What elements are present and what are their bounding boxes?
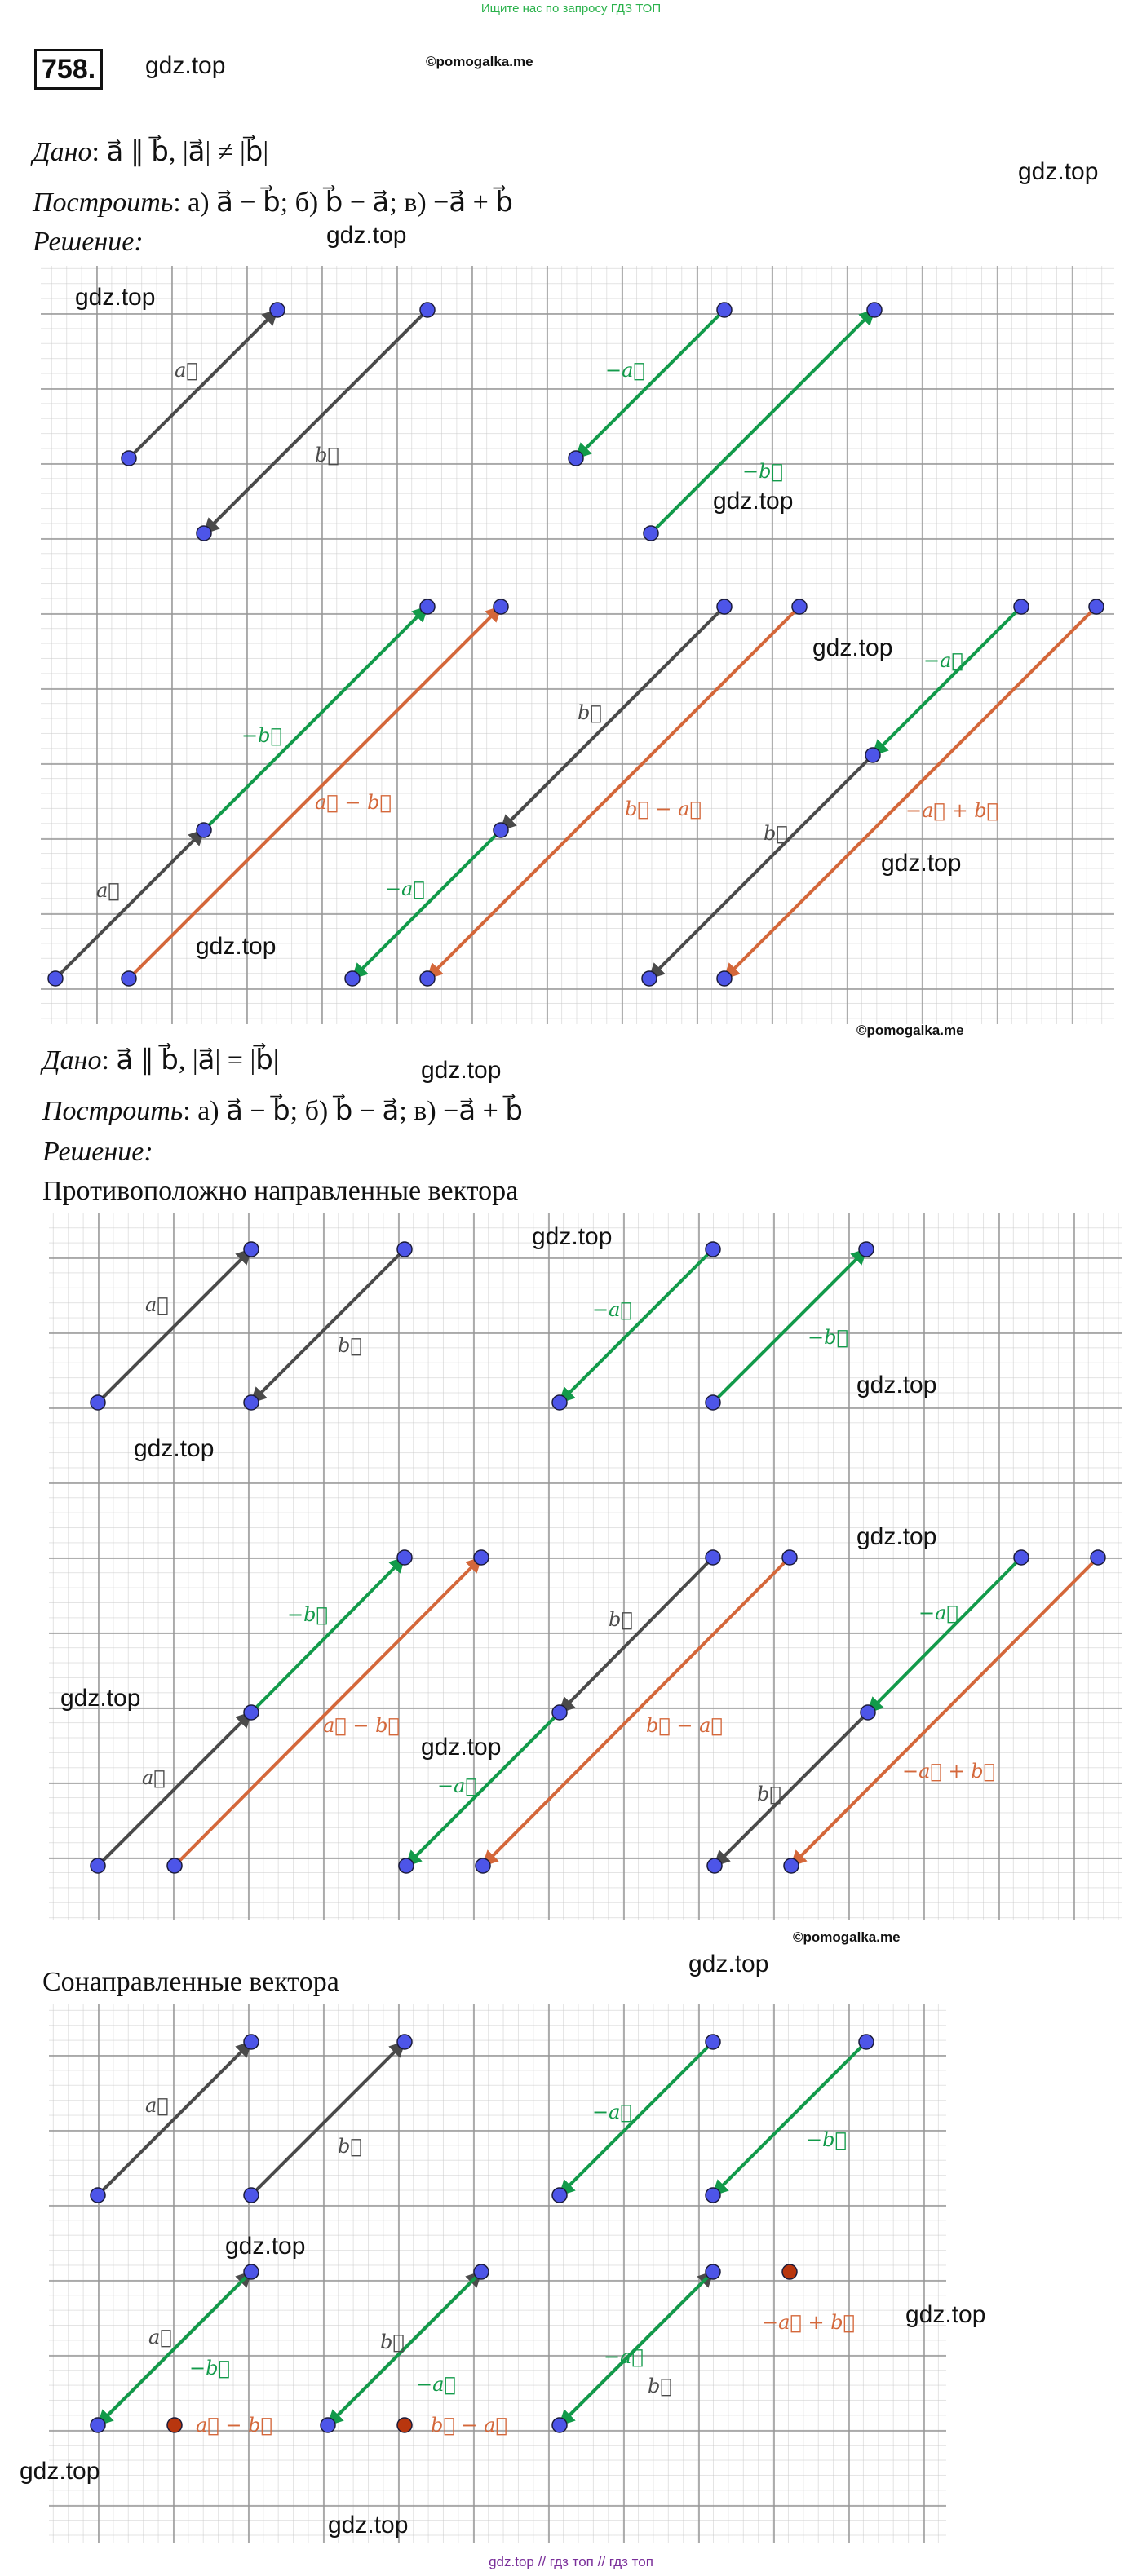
vector-b	[251, 1249, 405, 1403]
vector-label: −b⃗	[241, 724, 282, 747]
copyright-mark: ©pomogalka.me	[856, 1023, 964, 1038]
vector-point	[717, 303, 732, 317]
vector-point	[861, 1705, 875, 1720]
watermark: gdz.top	[532, 1223, 613, 1250]
vector-label: b⃗	[338, 2135, 362, 2158]
vector-label: −a⃗	[918, 1602, 958, 1624]
solution-label-2: Решение:	[42, 1137, 153, 1167]
vector-b	[501, 607, 724, 830]
vector-label: −b⃗	[808, 1326, 848, 1349]
vector-label: −a⃗	[923, 649, 963, 672]
codirected-title: Сонаправленные вектора	[42, 1967, 339, 1997]
vector-a-minus-b	[175, 1558, 481, 1866]
vector-label: b⃗	[578, 701, 602, 724]
vector-point	[867, 303, 882, 317]
watermark: gdz.top	[812, 634, 893, 661]
vector-point	[122, 971, 136, 986]
vector-point	[167, 1858, 182, 1873]
vector-neg-a	[352, 830, 501, 979]
exercise-number: 758.	[34, 49, 103, 90]
vector-point	[197, 526, 211, 541]
vector-point	[782, 1550, 797, 1565]
vector-label: a⃗	[145, 2094, 169, 2117]
vector-point	[397, 1550, 412, 1565]
given-label: Дано	[42, 1045, 102, 1076]
vector-point	[706, 1242, 720, 1257]
vector-label: a⃗	[96, 879, 120, 902]
vector-neg-b	[713, 2042, 866, 2195]
vector-point	[706, 1550, 720, 1565]
vector-point	[420, 599, 435, 614]
vector-label: −b⃗	[189, 2357, 230, 2379]
vector-point	[48, 971, 63, 986]
vector-point	[642, 971, 657, 986]
vector-point	[792, 599, 807, 614]
vector-label: −a⃗ + b⃗	[762, 2311, 855, 2334]
vector-point	[474, 1550, 489, 1565]
vector-label: b⃗	[757, 1783, 781, 1805]
watermark: gdz.top	[881, 850, 962, 877]
watermark: gdz.top	[328, 2512, 409, 2538]
vector-label: b⃗ − a⃗	[625, 798, 702, 820]
watermark: gdz.top	[688, 1951, 769, 1977]
vector-label: −b⃗	[742, 460, 783, 483]
vector-point	[494, 599, 508, 614]
copyright-mark: ©pomogalka.me	[793, 1929, 901, 1945]
vector-a	[129, 310, 277, 458]
vector-point	[420, 303, 435, 317]
vector-point	[1014, 1550, 1029, 1565]
vector-b	[649, 755, 873, 979]
vector-point	[397, 2035, 412, 2049]
vector-neg-a	[576, 310, 724, 458]
vector-label: a⃗ − b⃗	[323, 1714, 400, 1737]
vector-neg-a	[873, 607, 1021, 755]
top-banner-link[interactable]: Ищите нас по запросу ГДЗ ТОП	[480, 2, 662, 15]
vector-label: a⃗ − b⃗	[315, 791, 392, 814]
vector-label: −a⃗	[604, 2345, 644, 2368]
result-point	[782, 2264, 797, 2279]
vector-point	[91, 1858, 105, 1873]
vector-label: b⃗ − a⃗	[646, 1714, 723, 1737]
vector-label: −a⃗	[605, 359, 645, 382]
vector-label: b⃗	[764, 822, 788, 845]
vector-point	[122, 451, 136, 466]
vector-b	[251, 2042, 405, 2195]
vector-label: −a⃗	[592, 2101, 632, 2123]
watermark: gdz.top	[20, 2458, 100, 2485]
vector-b	[204, 310, 427, 533]
vector-label: b⃗	[315, 444, 339, 466]
vector-point	[706, 2188, 720, 2203]
vector-point	[244, 2264, 259, 2279]
watermark-site: gdz.top	[145, 52, 226, 79]
vector-point	[420, 971, 435, 986]
vector-point	[706, 2264, 720, 2279]
vector-point	[91, 2188, 105, 2203]
build-label: Построить	[33, 188, 174, 218]
vector-point	[321, 2418, 335, 2432]
vector-point	[552, 1395, 567, 1410]
vector-point	[244, 1242, 259, 1257]
vector-point	[91, 1395, 105, 1410]
vector-point	[707, 1858, 722, 1873]
footer-links[interactable]: gdz.top // гдз топ // гдз топ	[489, 2554, 653, 2569]
vector-label: b⃗	[609, 1608, 633, 1631]
watermark: gdz.top	[75, 284, 156, 311]
watermark: gdz.top	[134, 1435, 215, 1462]
vector-point	[552, 2188, 567, 2203]
vector-point	[552, 1705, 567, 1720]
vector-point	[270, 303, 285, 317]
vector-point	[1091, 1550, 1105, 1565]
vector-label: −a⃗	[416, 2373, 456, 2396]
vector-point	[706, 2035, 720, 2049]
vector-b-minus-a	[483, 1558, 790, 1866]
vector-point	[244, 1705, 259, 1720]
vector-point	[859, 1242, 874, 1257]
vector-point	[717, 971, 732, 986]
vector-neg-a	[328, 2272, 481, 2425]
vector-point	[474, 2264, 489, 2279]
vector-neg-a	[560, 2042, 713, 2195]
result-point	[167, 2418, 182, 2432]
watermark: gdz.top	[856, 1523, 937, 1550]
watermark: gdz.top	[713, 488, 794, 515]
vector-label: −a⃗	[437, 1774, 477, 1797]
given-text: : a⃗ ∥ b⃗, |a⃗| = |b⃗|	[101, 1045, 279, 1076]
vector-label: b⃗	[380, 2331, 405, 2353]
vector-a	[55, 830, 204, 979]
vector-neg-a	[868, 1558, 1021, 1712]
vector-point	[706, 1395, 720, 1410]
vector-label: a⃗	[145, 1293, 169, 1316]
vector-point	[865, 748, 880, 762]
vector-b	[560, 1558, 713, 1712]
vector-point	[644, 526, 658, 541]
watermark: gdz.top	[421, 1057, 502, 1084]
vector-label: −a⃗ + b⃗	[902, 1760, 995, 1783]
vector-label: −b⃗	[287, 1603, 328, 1626]
vector-point	[859, 2035, 874, 2049]
solution-label-1: Решение:	[33, 227, 144, 257]
vector-point	[244, 2188, 259, 2203]
vector-a	[98, 1249, 251, 1403]
vector-label: a⃗	[142, 1766, 166, 1789]
vector-label: −b⃗	[806, 2128, 847, 2151]
vector-label: b⃗	[338, 1334, 362, 1357]
given-text: : a⃗ ∥ b⃗, |a⃗| ≠ |b⃗|	[91, 137, 269, 167]
given-label: Дано	[33, 137, 92, 167]
vector-point	[345, 971, 360, 986]
vector-point	[494, 823, 508, 837]
vector-b	[715, 1712, 868, 1866]
vector-neg-b	[251, 1558, 405, 1712]
vector-point	[399, 1858, 414, 1873]
vector-point	[717, 599, 732, 614]
result-point	[397, 2418, 412, 2432]
vector-b-minus-a	[427, 607, 799, 979]
vector-neg-a-plus-b	[724, 607, 1096, 979]
watermark: gdz.top	[1018, 158, 1099, 185]
vector-label: −a⃗ + b⃗	[905, 799, 998, 822]
opposite-title: Противоположно направленные вектора	[42, 1176, 519, 1206]
watermark: gdz.top	[326, 222, 407, 249]
build-text: : а) a⃗ − b⃗; б) b⃗ − a⃗; в) −a⃗ + b⃗	[183, 1096, 523, 1126]
vector-neg-a	[560, 1249, 713, 1403]
watermark: gdz.top	[60, 1685, 141, 1712]
vector-point	[197, 823, 211, 837]
vector-point	[397, 1242, 412, 1257]
copyright-mark: ©pomogalka.me	[426, 54, 533, 69]
vector-label: a⃗	[148, 2326, 172, 2348]
vector-point	[244, 1395, 259, 1410]
vector-point	[552, 2418, 567, 2432]
vector-point	[784, 1858, 799, 1873]
vector-neg-b	[98, 2272, 251, 2425]
build-text: : а) a⃗ − b⃗; б) b⃗ − a⃗; в) −a⃗ + b⃗	[173, 188, 513, 218]
vector-label: b⃗ − a⃗	[431, 2414, 507, 2437]
build-label: Построить	[42, 1096, 184, 1126]
vector-label: b⃗	[648, 2375, 672, 2397]
vector-point	[569, 451, 583, 466]
watermark: gdz.top	[856, 1372, 937, 1398]
vector-label: −a⃗	[385, 877, 425, 900]
vector-point	[91, 2418, 105, 2432]
vector-point	[476, 1858, 490, 1873]
watermark: gdz.top	[905, 2301, 986, 2328]
watermark: gdz.top	[196, 933, 277, 960]
vector-label: a⃗ − b⃗	[196, 2414, 272, 2437]
vector-a	[98, 2042, 251, 2195]
vector-point	[1014, 599, 1029, 614]
vector-label: −a⃗	[592, 1298, 632, 1321]
vector-label: a⃗	[175, 359, 198, 382]
vector-point	[1089, 599, 1104, 614]
vector-a	[98, 1712, 251, 1866]
watermark: gdz.top	[225, 2233, 306, 2260]
watermark: gdz.top	[421, 1734, 502, 1761]
vector-point	[244, 2035, 259, 2049]
